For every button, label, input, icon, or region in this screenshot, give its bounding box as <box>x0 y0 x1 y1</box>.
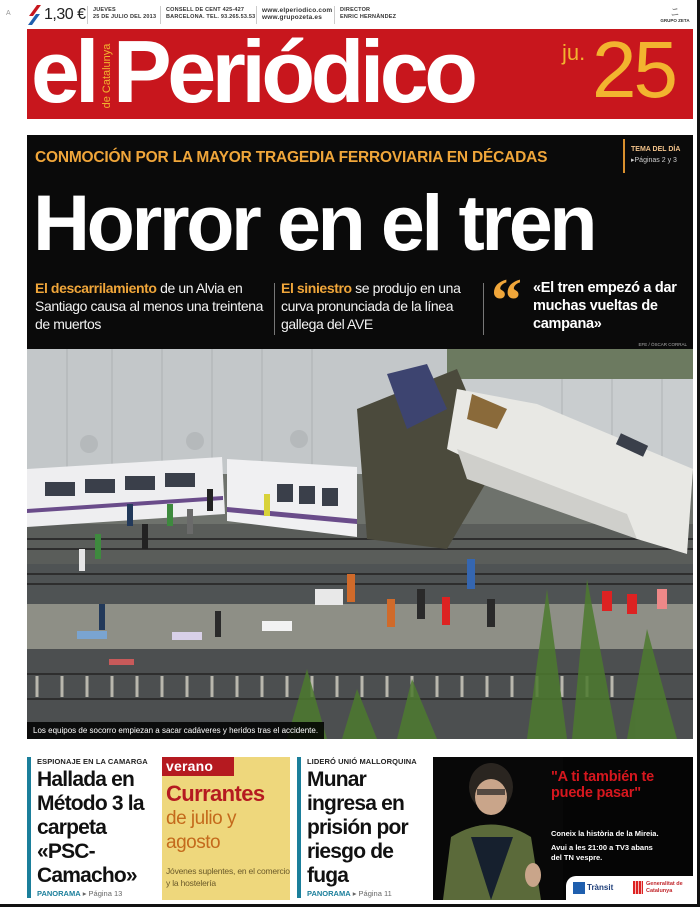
section-name: PANORAMA <box>37 889 81 898</box>
verano-headline[interactable]: Currantes <box>166 781 265 806</box>
sub-lead: El siniestro <box>281 280 352 296</box>
day-number: 25 <box>592 25 675 114</box>
website-link[interactable]: www.grupozeta.es <box>262 14 323 21</box>
brand-name: Periódico <box>113 22 474 121</box>
weekday: JUEVES <box>93 7 116 13</box>
divider <box>483 283 484 335</box>
address <box>166 7 255 21</box>
brand-el: el <box>31 22 95 121</box>
websites <box>262 7 332 21</box>
page-ref: ▸ Página 11 <box>350 889 392 898</box>
sub-lead: El descarrilamiento <box>35 280 157 296</box>
group-name: GRUPO ZETA <box>660 18 690 23</box>
teaser-headline[interactable]: Munar ingresa en prisión por riesgo de fuga <box>307 768 408 887</box>
website-link[interactable]: www.elperiodico.com <box>262 7 333 14</box>
divider <box>274 283 275 335</box>
price: 1,30 € <box>44 6 86 23</box>
zeta-icon: ﾆ <box>671 4 679 20</box>
teaser-page-link[interactable] <box>307 889 392 898</box>
sub-text: de un Alvia en Santiago causa al menos una treintena de muertos <box>35 280 264 332</box>
director-name: ENRIC HERNÀNDEZ <box>340 14 397 20</box>
main-headline[interactable]: Horror en el tren <box>33 178 595 267</box>
verano-tag: verano <box>162 757 234 776</box>
photo-illustration <box>27 349 693 739</box>
teaser-kicker: ESPIONAJE EN LA CAMARGA <box>37 757 148 766</box>
grupo-zeta-logo <box>660 6 690 23</box>
teaser-headline[interactable]: Hallada en Método 3 la carpeta «PSC-Camacho» <box>37 768 144 887</box>
brand-subtitle-text: de Catalunya <box>101 43 113 109</box>
section-pages-link[interactable]: ▸Páginas 2 y 3 <box>631 157 677 164</box>
issue-date <box>93 7 156 21</box>
lead-photo-train-derailment[interactable] <box>27 349 693 739</box>
director-label: DIRECTOR <box>340 7 371 13</box>
day-abbreviation: ju. <box>562 40 586 65</box>
teaser-page-link[interactable] <box>37 889 122 898</box>
subheadline <box>281 279 481 333</box>
story-teaser[interactable] <box>297 757 429 903</box>
address-line: BARCELONA. TEL. 93.265.53.53 <box>166 14 256 20</box>
brand-subtitle <box>101 37 113 115</box>
lead-story[interactable] <box>27 135 693 349</box>
pull-quote: «El tren empezó a dar muchas vueltas de campana» <box>533 280 677 332</box>
story-teaser[interactable] <box>27 757 157 903</box>
sponsor-generalitat: Generalitat de Catalunya <box>646 881 683 894</box>
ad-portrait-image <box>433 757 563 900</box>
generalitat-flag-icon <box>633 881 643 894</box>
advertisement[interactable] <box>433 757 693 900</box>
ad-headline: "A ti también te puede pasar" <box>551 769 655 801</box>
masthead <box>27 22 693 121</box>
date: 25 DE JULIO DEL 2013 <box>93 14 157 20</box>
photo-credit: EFE / ÓSCAR CORRAL <box>638 342 687 347</box>
address-line: CONSELL DE CENT 425-427 <box>166 7 245 13</box>
section-name: PANORAMA <box>307 889 351 898</box>
section-label: TEMA DEL DÍA <box>631 146 681 153</box>
story-kicker: CONMOCIÓN POR LA MAYOR TRAGEDIA FERROVIARIA EN DÉCADAS <box>35 149 548 166</box>
accent-bar <box>297 757 301 898</box>
ad-text-line: Coneix la història de la Mireia. <box>551 829 659 838</box>
verano-teaser[interactable] <box>162 757 290 900</box>
photo-caption: Los equipos de socorro empiezan a sacar cadáveres y heridos tras el accidente. <box>27 722 324 739</box>
sponsor-transit: Trànsit <box>587 883 614 892</box>
quote-icon: “ <box>491 267 522 335</box>
ad-sponsors <box>566 876 693 900</box>
subheadline <box>35 279 275 333</box>
teaser-kicker: LIDERÓ UNIÓ MALLORQUINA <box>307 757 417 766</box>
transit-logo-icon <box>573 882 585 894</box>
corner-mark: A <box>6 10 11 17</box>
verano-subheadline: de julio y agosto <box>166 808 236 853</box>
verano-description: Jóvenes suplentes, en el comercio y la hostelería <box>166 866 290 888</box>
sub-text: se produjo en una curva pronunciada de la línea gallega del AVE <box>281 280 461 332</box>
page-ref: ▸ Página 13 <box>80 889 123 898</box>
director <box>340 7 396 21</box>
divider <box>623 139 625 173</box>
accent-bar <box>27 757 31 898</box>
ad-text-line: Avui a les 21:00 a TV3 abans del TN vespre. <box>551 843 653 862</box>
